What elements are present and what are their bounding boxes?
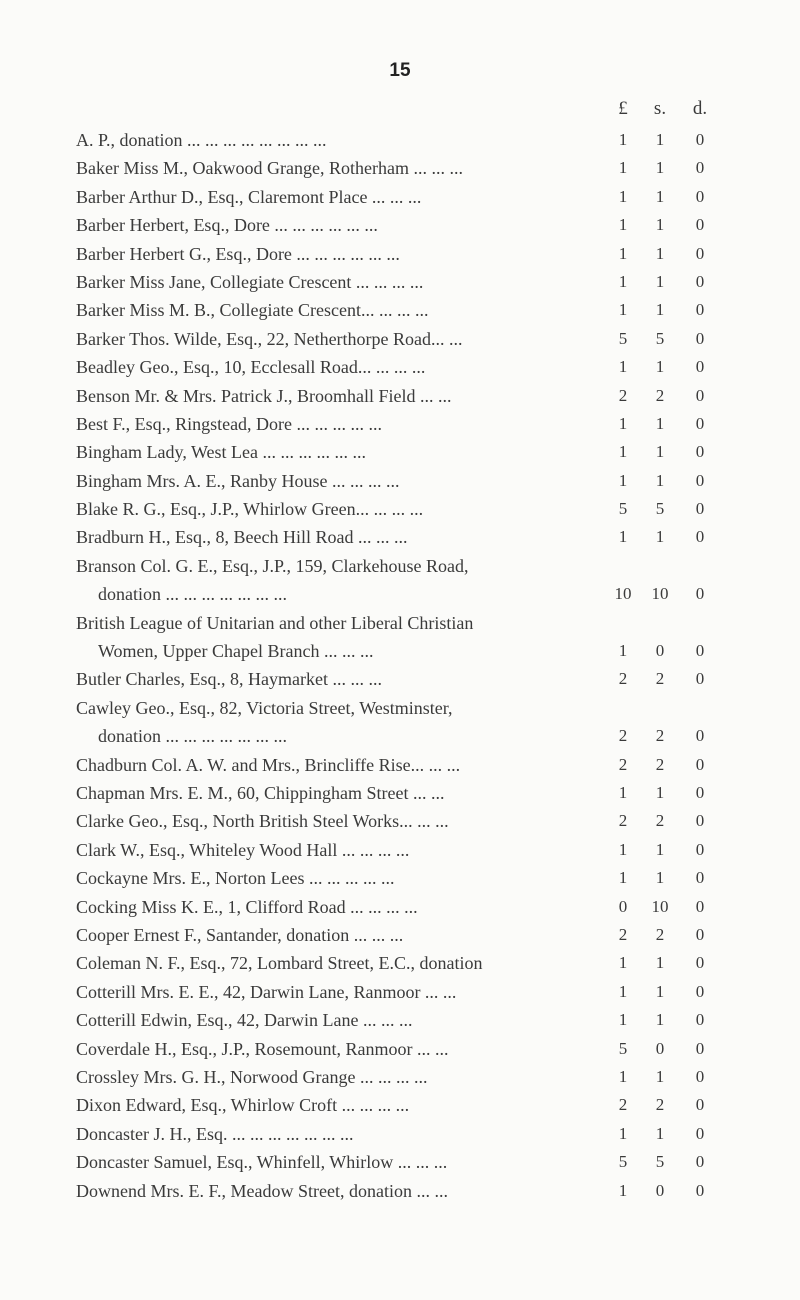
pence-amount: 0: [695, 271, 705, 291]
subscriber-name: [76, 126, 611, 154]
list-item: [0, 609, 800, 666]
shillings-amount: 5: [655, 499, 665, 519]
list-item: [0, 1035, 800, 1063]
pounds-amount: 1: [618, 186, 628, 206]
subscriber-name: [76, 751, 611, 779]
pounds-amount: 1: [618, 271, 628, 291]
subscriber-name: [76, 836, 611, 864]
list-item: [0, 1177, 800, 1205]
list-item: [0, 1063, 800, 1091]
subscriber-name: [76, 1035, 611, 1063]
list-item: [0, 921, 800, 949]
subscriber-name-line: Clark W., Esq., Whiteley Wood Hall ... ... ... ...: [76, 839, 410, 860]
pounds-amount: 2: [618, 1095, 628, 1115]
subscriber-name-line: British League of Unitarian and other Liberal Christian: [76, 612, 474, 633]
subscriber-name: [76, 467, 611, 495]
subscriber-name-line: Cocking Miss K. E., 1, Clifford Road ... ... ... ...: [76, 896, 418, 917]
pence-amount: 0: [695, 186, 705, 206]
subscriber-name: [76, 1091, 611, 1119]
subscriber-name: [76, 1148, 611, 1176]
subscriber-name: [76, 296, 611, 324]
pounds-amount: 1: [618, 470, 628, 490]
shillings-amount: 0: [655, 641, 665, 661]
list-item: [0, 1120, 800, 1148]
pence-amount: 0: [695, 584, 705, 604]
list-item: [0, 978, 800, 1006]
subscriber-name: [76, 1120, 611, 1148]
pounds-amount: 5: [618, 328, 628, 348]
pounds-amount: 1: [618, 1010, 628, 1030]
pence-amount: 0: [695, 669, 705, 689]
list-item: [0, 211, 800, 239]
subscriber-name-line: Bingham Lady, West Lea ... ... ... ... ... ...: [76, 442, 367, 463]
subscriber-name-line: Doncaster J. H., Esq. ... ... ... ... ... ... ...: [76, 1123, 354, 1144]
subscriber-name-line: Barker Thos. Wilde, Esq., 22, Netherthorpe Road... ...: [76, 328, 463, 349]
pence-amount: 0: [695, 158, 705, 178]
currency-column-header: [0, 98, 800, 122]
pence-amount: 0: [695, 385, 705, 405]
list-item: [0, 467, 800, 495]
list-item: [0, 183, 800, 211]
page-number: 15: [389, 60, 411, 81]
subscriber-name-line: Barber Herbert, Esq., Dore ... ... ... ... ... ...: [76, 215, 378, 236]
list-item: [0, 154, 800, 182]
subscriber-name-line: Crossley Mrs. G. H., Norwood Grange ... ... ... ...: [76, 1066, 428, 1087]
subscriber-name-line: Clarke Geo., Esq., North British Steel Works... ... ...: [76, 811, 449, 832]
list-item: [0, 240, 800, 268]
pence-amount: 0: [695, 754, 705, 774]
subscriber-name: [76, 1177, 611, 1205]
shillings-header: s.: [653, 98, 667, 119]
pence-amount: 0: [695, 1123, 705, 1143]
pence-amount: 0: [695, 527, 705, 547]
shillings-amount: 2: [655, 811, 665, 831]
pence-amount: 0: [695, 130, 705, 149]
list-item: [0, 893, 800, 921]
shillings-amount: 1: [655, 783, 665, 803]
subscriber-name-line: Barker Miss M. B., Collegiate Crescent... ... ... ...: [76, 300, 429, 321]
shillings-amount: 1: [655, 1066, 665, 1086]
shillings-amount: 1: [655, 271, 665, 291]
pence-amount: 0: [695, 243, 705, 263]
subscriber-name: [76, 438, 611, 466]
pence-amount: 0: [695, 300, 705, 320]
pence-amount: 0: [695, 215, 705, 235]
shillings-amount: 2: [655, 726, 665, 746]
pence-amount: 0: [695, 1038, 705, 1058]
pounds-amount: 5: [618, 1038, 628, 1058]
shillings-amount: 1: [655, 953, 665, 973]
pounds-amount: 1: [618, 1180, 628, 1200]
shillings-amount: 2: [655, 385, 665, 405]
pounds-amount: 1: [618, 1123, 628, 1143]
shillings-amount: 1: [655, 243, 665, 263]
list-item: [0, 1006, 800, 1034]
subscriber-name-line: Doncaster Samuel, Esq., Whinfell, Whirlow ... ... ...: [76, 1152, 448, 1173]
subscriber-name: [76, 325, 611, 353]
pounds-amount: 2: [618, 924, 628, 944]
pounds-amount: 1: [618, 442, 628, 462]
subscriber-name: [76, 495, 611, 523]
subscriber-name-continuation: Women, Upper Chapel Branch ... ... ...: [98, 641, 374, 662]
list-item: [0, 836, 800, 864]
pence-header: d.: [692, 98, 708, 119]
pence-amount: 0: [695, 1180, 705, 1200]
list-item: [0, 552, 800, 609]
pounds-amount: 1: [618, 641, 628, 661]
subscriber-name-line: Best F., Esq., Ringstead, Dore ... ... ... ... ...: [76, 413, 383, 434]
list-item: [0, 949, 800, 977]
pounds-amount: 10: [614, 584, 632, 604]
pounds-amount: 1: [618, 953, 628, 973]
subscriber-name: [76, 523, 611, 551]
list-item: [0, 268, 800, 296]
shillings-amount: 1: [655, 186, 665, 206]
shillings-amount: 1: [655, 215, 665, 235]
subscriber-name-line: Cooper Ernest F., Santander, donation ... ... ...: [76, 924, 404, 945]
shillings-amount: 1: [655, 300, 665, 320]
subscriber-name: [76, 1006, 611, 1034]
subscriber-name-line: Coverdale H., Esq., J.P., Rosemount, Ranmoor ... ...: [76, 1038, 449, 1059]
list-item: [0, 807, 800, 835]
subscriber-name-line: Beadley Geo., Esq., 10, Ecclesall Road... ... ... ...: [76, 357, 426, 378]
subscriber-name: [76, 779, 611, 807]
shillings-amount: 1: [655, 413, 665, 433]
subscriber-name: [76, 240, 611, 268]
subscriber-name: [76, 1063, 611, 1091]
shillings-amount: 1: [655, 442, 665, 462]
subscriber-name: [76, 552, 611, 609]
shillings-amount: 1: [655, 527, 665, 547]
pence-amount: 0: [695, 953, 705, 973]
subscriber-name: [76, 864, 611, 892]
pounds-amount: 5: [618, 1152, 628, 1172]
shillings-amount: 2: [655, 669, 665, 689]
list-item: [0, 438, 800, 466]
pence-amount: 0: [695, 442, 705, 462]
subscriber-name: [76, 410, 611, 438]
pence-amount: 0: [695, 981, 705, 1001]
pounds-amount: 1: [618, 783, 628, 803]
pence-amount: 0: [695, 896, 705, 916]
pounds-amount: 1: [618, 300, 628, 320]
subscriber-name-line: Cawley Geo., Esq., 82, Victoria Street, Westminster,: [76, 697, 453, 718]
subscriber-name: [76, 694, 611, 751]
list-item: [0, 126, 800, 154]
list-item: [0, 296, 800, 324]
list-item: [0, 382, 800, 410]
shillings-amount: 1: [655, 1010, 665, 1030]
pence-amount: 0: [695, 1152, 705, 1172]
subscriber-name-line: Downend Mrs. E. F., Meadow Street, donation ... ...: [76, 1180, 449, 1201]
subscriber-name: [76, 353, 611, 381]
shillings-amount: 1: [655, 868, 665, 888]
pence-amount: 0: [695, 811, 705, 831]
subscriber-name-line: Chapman Mrs. E. M., 60, Chippingham Street ... ...: [76, 783, 445, 804]
list-item: [0, 410, 800, 438]
pounds-amount: 1: [618, 215, 628, 235]
subscriber-name-line: A. P., donation ... ... ... ... ... ... ... ...: [76, 130, 327, 150]
subscriber-name-line: Barber Arthur D., Esq., Claremont Place ... ... ...: [76, 186, 422, 207]
pence-amount: 0: [695, 1095, 705, 1115]
list-item: [0, 694, 800, 751]
subscriber-name-continuation: donation ... ... ... ... ... ... ...: [98, 726, 287, 747]
shillings-amount: 1: [655, 470, 665, 490]
pounds-amount: 1: [618, 527, 628, 547]
list-item: [0, 864, 800, 892]
list-item: [0, 779, 800, 807]
subscriber-name: [76, 921, 611, 949]
pence-amount: 0: [695, 924, 705, 944]
pounds-amount: 1: [618, 413, 628, 433]
pounds-amount: 1: [618, 868, 628, 888]
list-item: [0, 1148, 800, 1176]
pence-amount: 0: [695, 868, 705, 888]
pence-amount: 0: [695, 413, 705, 433]
pounds-amount: 2: [618, 669, 628, 689]
shillings-amount: 0: [655, 1180, 665, 1200]
subscriber-name-line: Branson Col. G. E., Esq., J.P., 159, Clarkehouse Road,: [76, 555, 469, 576]
shillings-amount: 1: [655, 357, 665, 377]
subscriber-name: [76, 268, 611, 296]
shillings-amount: 10: [651, 584, 669, 604]
subscriber-name: [76, 609, 611, 666]
shillings-amount: 2: [655, 924, 665, 944]
pounds-amount: 1: [618, 981, 628, 1001]
subscriber-name-line: Benson Mr. & Mrs. Patrick J., Broomhall Field ... ...: [76, 385, 452, 406]
subscriber-name-line: Barber Herbert G., Esq., Dore ... ... ... ... ... ...: [76, 243, 400, 264]
pence-amount: 0: [695, 1010, 705, 1030]
list-item: [0, 325, 800, 353]
shillings-amount: 1: [655, 839, 665, 859]
subscriber-name-line: Bradburn H., Esq., 8, Beech Hill Road ... ... ...: [76, 527, 408, 548]
subscriber-name-line: Coleman N. F., Esq., 72, Lombard Street, E.C., donation: [76, 953, 483, 974]
list-item: [0, 495, 800, 523]
pence-amount: 0: [695, 839, 705, 859]
pence-amount: 0: [695, 499, 705, 519]
shillings-amount: 1: [655, 158, 665, 178]
pence-amount: 0: [695, 328, 705, 348]
subscriber-name: [76, 183, 611, 211]
shillings-amount: 5: [655, 1152, 665, 1172]
pounds-amount: 2: [618, 726, 628, 746]
shillings-amount: 0: [655, 1038, 665, 1058]
subscriber-name-line: Chadburn Col. A. W. and Mrs., Brincliffe Rise... ... ...: [76, 754, 461, 775]
list-item: [0, 751, 800, 779]
pounds-amount: 5: [618, 499, 628, 519]
subscription-list: [0, 126, 800, 1205]
pounds-amount: 2: [618, 811, 628, 831]
subscriber-name-line: Butler Charles, Esq., 8, Haymarket ... ... ...: [76, 669, 382, 690]
shillings-amount: 1: [655, 981, 665, 1001]
pounds-amount: 1: [618, 158, 628, 178]
pounds-amount: 2: [618, 385, 628, 405]
shillings-amount: 1: [655, 1123, 665, 1143]
pence-amount: 0: [695, 783, 705, 803]
list-item: [0, 523, 800, 551]
pence-amount: 0: [695, 1066, 705, 1086]
subscriber-name-line: Dixon Edward, Esq., Whirlow Croft ... ... ... ...: [76, 1095, 410, 1116]
pounds-amount: 1: [618, 130, 628, 149]
pounds-amount: 0: [618, 896, 628, 916]
subscriber-name-continuation: donation ... ... ... ... ... ... ...: [98, 584, 287, 605]
shillings-amount: 2: [655, 754, 665, 774]
list-item: [0, 1091, 800, 1119]
shillings-amount: 5: [655, 328, 665, 348]
subscriber-name: [76, 211, 611, 239]
subscriber-name-line: Blake R. G., Esq., J.P., Whirlow Green... ... ... ...: [76, 499, 424, 520]
pounds-amount: 1: [618, 243, 628, 263]
shillings-amount: 1: [655, 130, 665, 149]
subscriber-name-line: Cotterill Edwin, Esq., 42, Darwin Lane ... ... ...: [76, 1010, 413, 1031]
subscriber-name-line: Bingham Mrs. A. E., Ranby House ... ... ... ...: [76, 470, 400, 491]
list-item: [0, 353, 800, 381]
subscriber-name: [76, 893, 611, 921]
pounds-amount: 2: [618, 754, 628, 774]
pence-amount: 0: [695, 641, 705, 661]
pounds-amount: 1: [618, 357, 628, 377]
subscriber-name: [76, 665, 611, 693]
pence-amount: 0: [695, 470, 705, 490]
pounds-amount: 1: [618, 1066, 628, 1086]
pounds-amount: 1: [618, 839, 628, 859]
subscriber-name: [76, 807, 611, 835]
subscriber-name: [76, 154, 611, 182]
subscriber-name-line: Barker Miss Jane, Collegiate Crescent ... ... ... ...: [76, 271, 424, 292]
subscriber-name: [76, 949, 611, 977]
subscriber-name-line: Cotterill Mrs. E. E., 42, Darwin Lane, Ranmoor ... ...: [76, 981, 457, 1002]
subscriber-name-line: Cockayne Mrs. E., Norton Lees ... ... ... ... ...: [76, 868, 395, 889]
pence-amount: 0: [695, 726, 705, 746]
pence-amount: 0: [695, 357, 705, 377]
subscriber-name: [76, 382, 611, 410]
shillings-amount: 10: [651, 896, 669, 916]
pounds-header: £: [618, 98, 628, 119]
subscriber-name-line: Baker Miss M., Oakwood Grange, Rotherham ... ... ...: [76, 158, 463, 179]
list-item: [0, 665, 800, 693]
subscriber-name: [76, 978, 611, 1006]
shillings-amount: 2: [655, 1095, 665, 1115]
